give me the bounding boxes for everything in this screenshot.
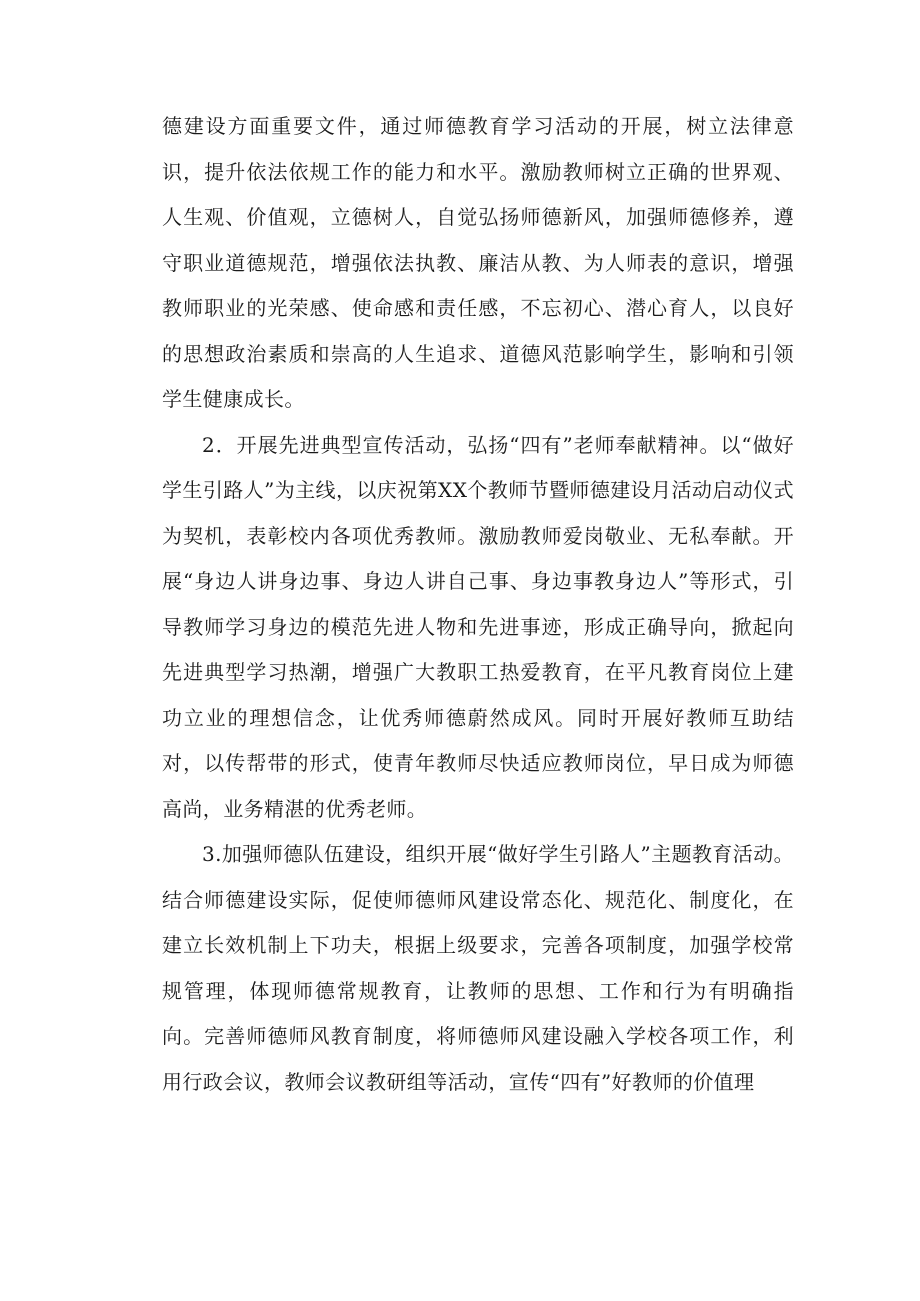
document-body [162, 104, 794, 1105]
paragraph-item-2: 2．开展先进典型宣传活动，弘扬“四有”老师奉献精神。以“做好学生引路人”为主线，以庆祝第XX个教师节暨师德建设月活动启动仪式为契机，表彰校内各项优秀教师。激励教师爱岗敬业、无私奉献。开展“身边人讲身边事、身边人讲自己事、身边事教身边人”等形式，引导教师学习身边的模范先进人物和先进事迹，形成正确导向，掀起向先进典型学习热潮，增强广大教职工热爱教育，在平凡教育岗位上建功立业的理想信念，让优秀师德蔚然成风。同时开展好教师互助结对，以传帮带的形式，使青年教师尽快适应教师岗位，早日成为师德高尚，业务精湛的优秀老师。 [162, 432, 794, 821]
paragraph-item-3: 3.加强师德队伍建设，组织开展“做好学生引路人”主题教育活动。结合师德建设实际，促使师德师风建设常态化、规范化、制度化，在建立长效机制上下功夫，根据上级要求，完善各项制度，加强学校常规管理，体现师德常规教育，让教师的思想、工作和行为有明确指向。完善师德师风教育制度，将师德师风建设融入学校各项工作，利用行政会议，教师会议教研组等活动，宣传“四有”好教师的价值理 [162, 842, 794, 1094]
paragraph-continuation: 德建设方面重要文件，通过师德教育学习活动的开展，树立法律意识，提升依法依规工作的能力和水平。激励教师树立正确的世界观、人生观、价值观，立德树人，自觉弘扬师德新风，加强师德修养，遵守职业道德规范，增强依法执教、廉洁从教、为人师表的意识，增强教师职业的光荣感、使命感和责任感，不忘初心、潜心育人，以良好的思想政治素质和崇高的人生追求、道德风范影响学生，影响和引领学生健康成长。 [162, 114, 794, 411]
